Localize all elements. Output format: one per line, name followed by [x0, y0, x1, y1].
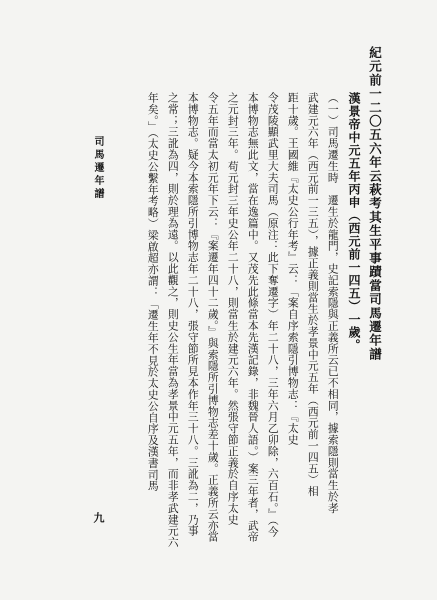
- text-column-8: 本博物志。疑今本索隱所引博物志年二十八，張守節所見本作年三十八。三訛為二，乃事: [186, 92, 200, 537]
- year-entry-heading: 漢景帝中元五年丙申（西元前一四五）一歲。: [347, 92, 361, 352]
- chapter-heading: 紀元前一二〇五六年云萩考其生平事蹟當司馬遷年譜: [367, 46, 383, 362]
- text-column-10: 年矣。」（太史公繫年考略）梁啟超亦謂：「遷生年不見於太史公自序及漢書司馬: [146, 92, 160, 492]
- text-column-6: 之元封三年。苟元封三年史公年二十八，則當生於建元六年。然張守節正義於自序太史: [226, 92, 240, 526]
- text-column-3: 距十歲。王國維『太史公行年考』云：「案自序索隱引博物志：『太史: [286, 92, 300, 446]
- text-column-1: （一）司馬遷生時 遷生於龍門，史記索隱與正義所云已不相同，據索隱則當生於孝: [326, 92, 340, 514]
- text-column-9: 之常；三訛為四，則於理為遠。以此觀之，則史公生年當為孝景中元五年，而非孝武建元六: [166, 92, 180, 548]
- text-column-2: 武建元六年（西元前一三五），據正義則當生於孝景中元五年（西元前一四五）相: [306, 92, 320, 497]
- text-column-5: 本博物志無此文，當在逸篇中。又茂先此條當本先漢記錄，非魏晉人語。）案三年者，武帝: [246, 92, 260, 543]
- text-column-4: 令茂陵顯武里大夫司馬（原注：此下奪遷字）年二十八，三年六月乙卯除，六百石。』（今: [266, 92, 280, 538]
- page-number: 九: [92, 512, 105, 523]
- running-title: 司馬遷年譜: [92, 136, 103, 201]
- text-column-7: 令五年而當太初元年下云：『案遷年四十二歲。』與索隱所引博物志差十歲。正義所云亦當: [206, 92, 220, 543]
